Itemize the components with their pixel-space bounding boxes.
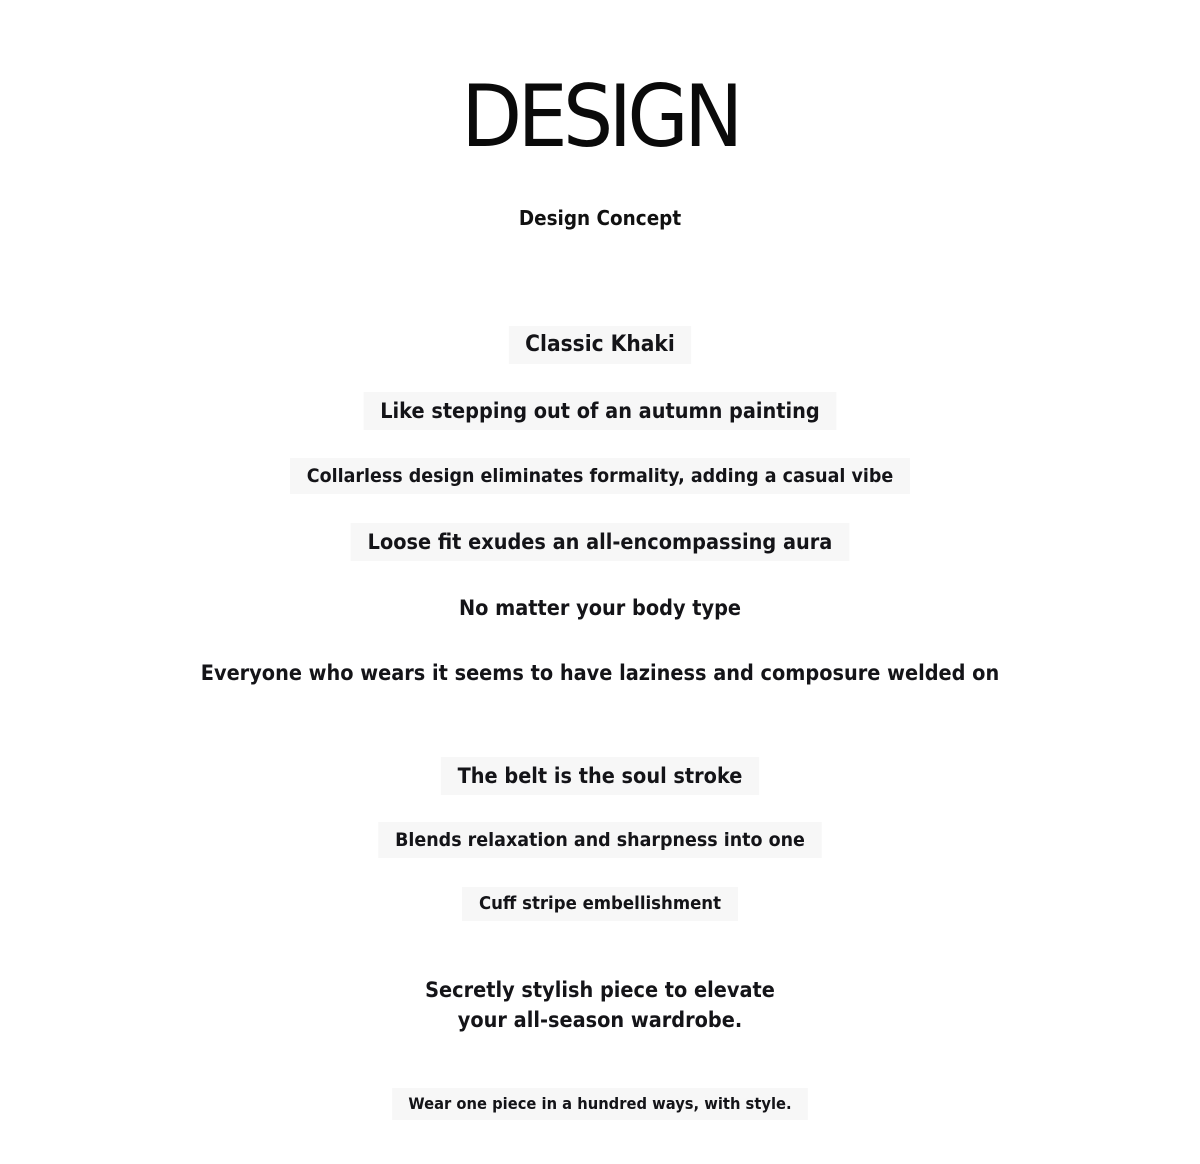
concept-line bbox=[48, 589, 1152, 627]
concept-line-text: Loose fit exudes an all-encompassing aura bbox=[351, 523, 849, 561]
concept-closing-line bbox=[48, 1088, 1152, 1120]
concept-line-text: No matter your body type bbox=[458, 596, 742, 620]
concept-line bbox=[48, 757, 1152, 795]
concept-line-text: Wear one piece in a hundred ways, with style. bbox=[392, 1088, 808, 1120]
concept-line bbox=[48, 326, 1152, 364]
concept-line-text: Blends relaxation and sharpness into one bbox=[379, 822, 822, 858]
concept-line-text: Secretly stylish piece to elevate bbox=[425, 978, 775, 1002]
concept-line bbox=[48, 887, 1152, 921]
concept-line bbox=[48, 654, 1152, 692]
concept-line-text: your all-season wardrobe. bbox=[457, 1008, 743, 1032]
concept-line-text: Everyone who wears it seems to have laziness and composure welded on bbox=[200, 661, 1000, 685]
concept-line-text: Classic Khaki bbox=[509, 326, 692, 364]
page-subtitle: Design Concept bbox=[518, 206, 682, 230]
concept-line bbox=[48, 458, 1152, 494]
page-title: DESIGN bbox=[461, 67, 739, 167]
concept-line bbox=[48, 392, 1152, 430]
concept-line-text: Cuff stripe embellishment bbox=[462, 887, 737, 921]
concept-line bbox=[48, 523, 1152, 561]
concept-line-text: Collarless design eliminates formality, adding a casual vibe bbox=[290, 458, 910, 494]
concept-line-text: Like stepping out of an autumn painting bbox=[364, 392, 837, 430]
concept-line-text: The belt is the soul stroke bbox=[441, 757, 759, 795]
concept-line bbox=[48, 822, 1152, 858]
concept-line-two-part bbox=[48, 975, 1152, 1035]
